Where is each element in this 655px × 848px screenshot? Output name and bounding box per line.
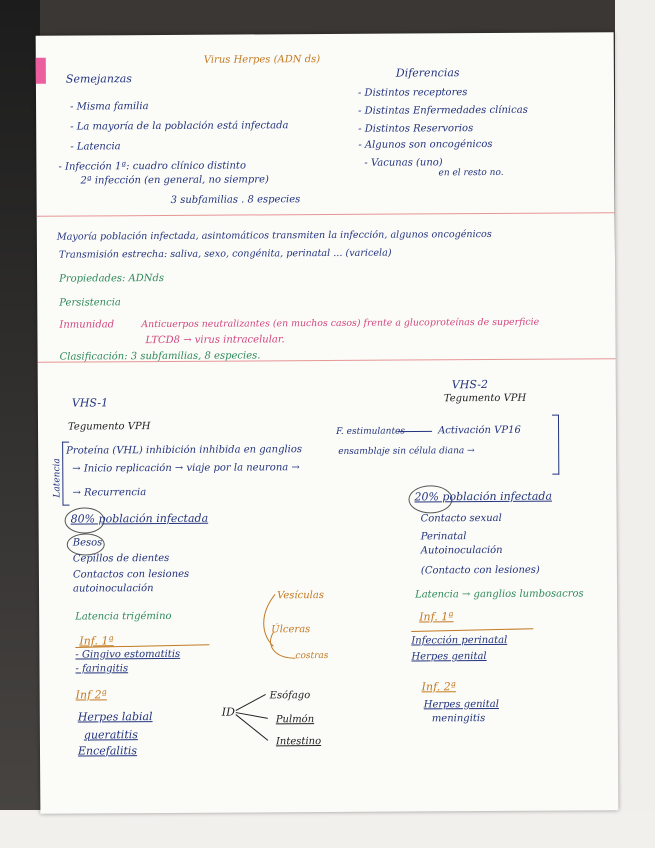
vhs1-latencia: Latencia trigémino: [75, 610, 172, 623]
vhs1-inf2-item: Herpes labial: [77, 710, 153, 724]
vhs2-inf2-item: Herpes genital: [423, 698, 499, 711]
vhs2-transmision: Autoinoculación: [420, 544, 503, 557]
section2-item: Mayoría población infectada, asintomáticos transmiten la infección, algunos oncogénicos: [56, 228, 492, 243]
decorative-strokes: [36, 32, 619, 814]
diferencias-item: - Vacunas (uno): [364, 157, 443, 169]
id-item: Pulmón: [275, 714, 315, 726]
vhs2-transmision: (Contacto con lesiones): [420, 564, 540, 577]
semejanzas-item: - Latencia: [70, 141, 121, 153]
vhs2-poblacion: 20% población infectada: [414, 489, 553, 504]
section2-item: Transmisión estrecha: saliva, sexo, congénita, perinatal ... (varicela): [58, 247, 392, 261]
diferencias-item: - Algunos son oncogénicos: [358, 138, 493, 151]
vhs1-inf1: Inf. 1ª: [79, 634, 114, 648]
vhs1-poblacion: 80% población infectada: [70, 511, 209, 526]
semejanzas-item: 2ª infección (en general, no siempre): [80, 174, 269, 187]
vhs1-inf2: Inf 2ª: [75, 688, 107, 702]
id-item: Esófago: [269, 690, 311, 702]
vhs1-inf2-item: queratitis: [83, 728, 138, 742]
vhs1-transmision: autoinoculación: [72, 583, 154, 595]
background-right: [615, 0, 655, 848]
vhs1-inf2-item: Encefalitis: [77, 744, 138, 758]
semejanzas-item: - Misma familia: [70, 101, 149, 113]
vhs1-heading: VHS-1: [71, 396, 109, 410]
semejanzas-item: - La mayoría de la población está infectada: [70, 120, 289, 133]
vhs2-latencia: Latencia → ganglios lumbosacros: [415, 588, 584, 601]
subfamilias-note: 3 subfamilias . 8 especies: [170, 194, 301, 206]
vhs2-transmision: Contacto sexual: [420, 512, 502, 525]
id-label: ID: [221, 705, 235, 719]
vhs1-inf1-item: - faringitis: [75, 663, 129, 675]
semejanzas-item: - Infección 1ª: cuadro clínico distinto: [58, 160, 246, 173]
vhs1-recurrencia: → Recurrencia: [72, 487, 147, 499]
vhs1-activacion: Activación VP16: [438, 424, 521, 437]
lesion-item: costras: [295, 650, 329, 662]
vhs1-transmision: Cepillos de dientes: [72, 552, 170, 565]
vhs1-tegumento: Tegumento VPH: [67, 421, 151, 433]
vhs2-inf1-item: Infección perinatal: [411, 634, 508, 647]
vhs2-inf1-item: Herpes genital: [411, 651, 487, 663]
diferencias-heading: Diferencias: [395, 66, 460, 80]
section2-item: Clasificación: 3 subfamilias, 8 especies.: [59, 350, 261, 363]
id-item: Intestino: [275, 736, 322, 748]
vhs1-besos: Besos: [72, 537, 103, 549]
diferencias-item: - Distintos receptores: [357, 87, 468, 99]
latencia-vertical-label: Latencia: [52, 458, 63, 498]
vhs2-inf1: Inf. 1ª: [419, 610, 454, 624]
vhs2-transmision: Perinatal: [420, 531, 467, 543]
background-left: [0, 0, 40, 848]
vhs2-inf2-item: meningitis: [431, 713, 486, 725]
page-title: Virus Herpes (ADN ds): [203, 54, 321, 66]
vhs1-inicio: → Inicio replicación → viaje por la neurona →: [72, 462, 300, 475]
semejanzas-heading: Semejanzas: [65, 72, 132, 86]
vhs1-inf1-item: - Gingivo estomatitis: [75, 648, 181, 661]
diferencias-item: - Distintos Reservorios: [358, 123, 474, 135]
section2-item: Persistencia: [59, 297, 121, 309]
diferencias-item: en el resto no.: [438, 167, 504, 179]
vhs1-ensamblaje: ensamblaje sin célula diana →: [338, 446, 475, 457]
notebook-page: [36, 32, 619, 814]
section2-item: Inmunidad: [59, 319, 115, 331]
vhs1-proteina: Proteína (VHL) inhibición inhibida en ganglios: [66, 444, 303, 457]
lesion-item: Úlceras: [271, 624, 311, 636]
section2-item: Anticuerpos neutralizantes (en muchos casos) frente a glucoproteínas de superficie: [141, 316, 540, 331]
lesion-item: Vesículas: [277, 590, 324, 602]
section2-item: LTCD8 → virus intracelular.: [145, 334, 285, 347]
diferencias-item: - Distintas Enfermedades clínicas: [358, 104, 528, 117]
vhs2-heading: VHS-2: [451, 378, 489, 392]
vhs1-f-estimulantes: F. estimulantes: [336, 426, 406, 437]
vhs2-tegumento: Tegumento VPH: [443, 392, 527, 405]
vhs2-inf2: Inf. 2ª: [421, 680, 456, 694]
section2-item: Propiedades: ADNds: [59, 272, 165, 285]
background-bottom: [0, 810, 655, 848]
vhs1-transmision: Contactos con lesiones: [72, 568, 190, 581]
